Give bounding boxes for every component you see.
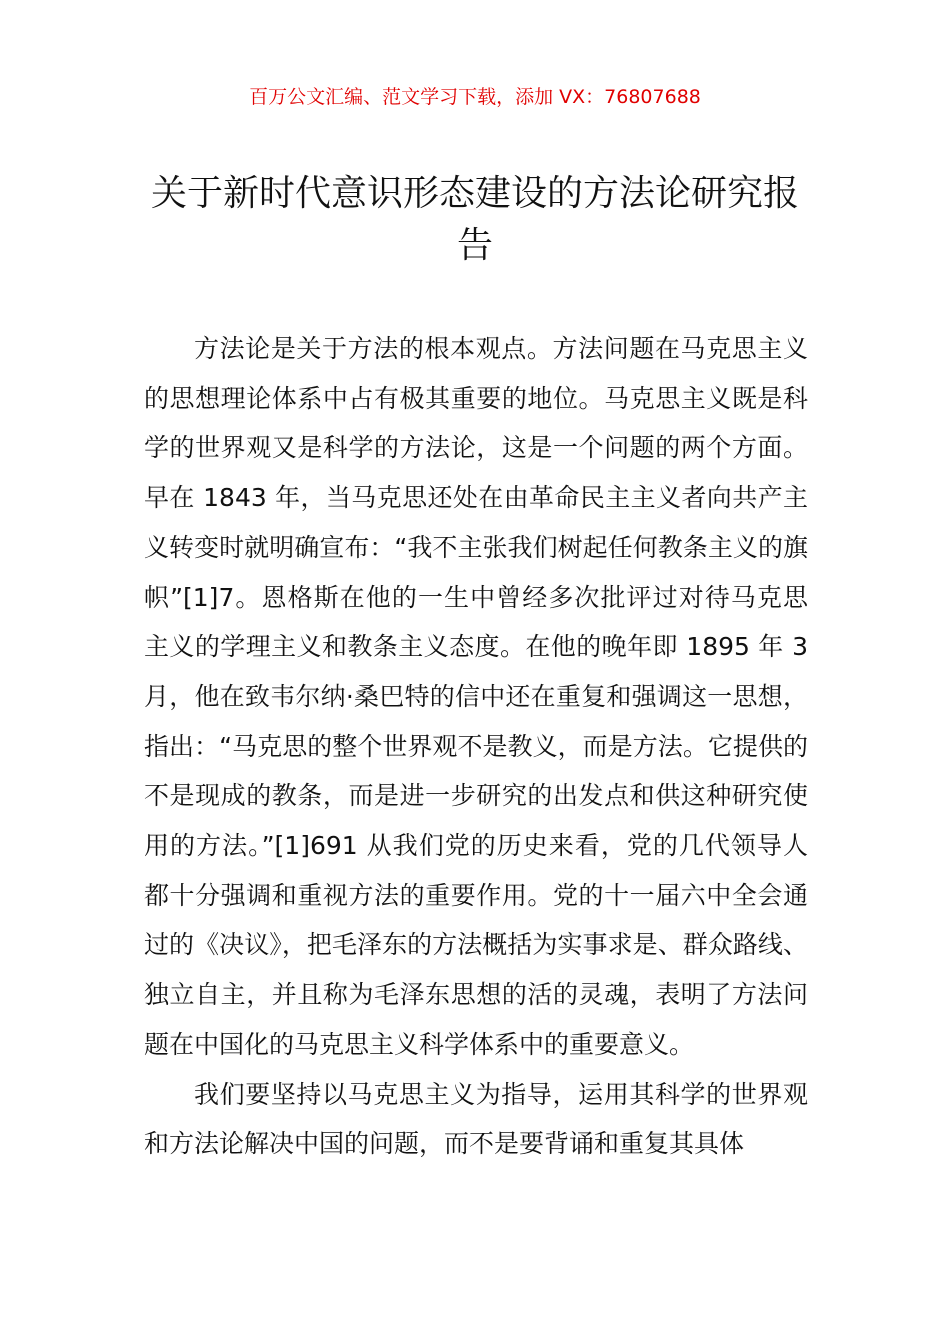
document-title: 关于新时代意识形态建设的方法论研究报告	[150, 173, 799, 266]
header-watermark-note: 百万公文汇编、范文学习下载，添加 VX：76807688	[249, 86, 701, 108]
body-paragraph: 方法论是关于方法的根本观点。方法问题在马克思主义的思想理论体系中占有极其重要的地位。马克思主义既是科学的世界观又是科学的方法论，这是一个问题的两个方面。早在 1843 年，当马克思还处在由革命民主主义者向共产主义转变时就明确宣布：“我不主张我们树起任何教条主义的旗帜”[1]7。恩格斯在他的一生中曾经多次批评过对待马克思主义的学理主义和教条主义态度。在他的晚年即 1895 年 3 月，他在致韦尔纳·桑巴特的信中还在重复和强调这一思想，指出：“马克思的整个世界观不是教义，而是方法。它提供的不是现成的教条，而是进一步研究的出发点和供这种研究使用的方法。”[1]691 从我们党的历史来看，党的几代领导人都十分强调和重视方法的重要作用。党的十一届六中全会通过的《决议》，把毛泽东的方法概括为实事求是、群众路线、独立自主，并且称为毛泽东思想的活的灵魂，表明了方法问题在中国化的马克思主义科学体系中的重要意义。	[144, 334, 808, 1059]
document-body	[144, 324, 808, 1169]
body-paragraph: 我们要坚持以马克思主义为指导，运用其科学的世界观和方法论解决中国的问题，而不是要背诵和重复其具体	[144, 1079, 808, 1159]
